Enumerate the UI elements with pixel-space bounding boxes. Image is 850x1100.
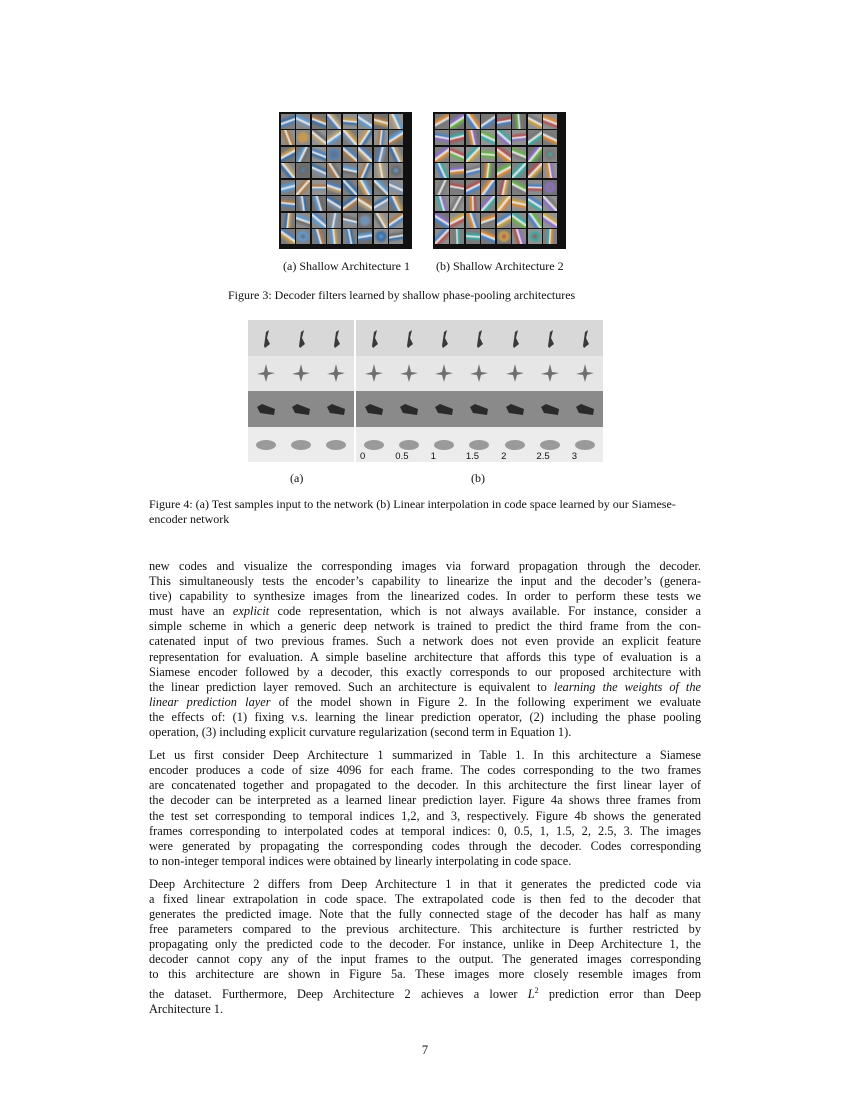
filter-tile [512, 180, 526, 195]
filter-tile [343, 163, 357, 178]
filter-tile [512, 196, 526, 211]
object-frame [391, 356, 426, 392]
filter-tile [374, 180, 388, 195]
object-frame [319, 391, 354, 427]
filter-tile [296, 147, 310, 162]
object-frame [248, 391, 283, 427]
temporal-index-labels [356, 451, 603, 463]
filter-tile [435, 196, 449, 211]
temporal-index-label: 1 [430, 451, 436, 462]
filter-tile [327, 130, 341, 145]
filter-tile [296, 180, 310, 195]
figure3-subcaption-a: (a) Shallow Architecture 1 [283, 259, 410, 273]
object-frame [356, 356, 391, 392]
filter-tile [466, 213, 480, 228]
filter-tile [374, 147, 388, 162]
object-row [248, 391, 354, 427]
object-frame [356, 320, 391, 356]
filter-tile [466, 147, 480, 162]
math-symbol: L [527, 986, 535, 1001]
filter-tile [450, 147, 464, 162]
object-frame [391, 320, 426, 356]
filter-tile [481, 213, 495, 228]
filter-tile [497, 196, 511, 211]
filter-tile [389, 180, 403, 195]
filter-tile [296, 163, 310, 178]
filter-tile [281, 114, 295, 129]
filter-tile [450, 180, 464, 195]
text-line: new codes and visualize the corresponding images via forward propagation through the decoder. [149, 559, 701, 573]
filter-tile [343, 213, 357, 228]
object-frame [248, 356, 283, 392]
text-line: encoder produces a code of size 4096 for each frame. The codes corresponding to the two frames [149, 763, 701, 778]
object-row [248, 320, 354, 356]
text-line: tive) capability to synthesize images from the linearized codes. In order to perform these tests we [149, 589, 701, 604]
filter-tile [343, 196, 357, 211]
filter-tile [466, 229, 480, 244]
filter-tile [343, 180, 357, 195]
filter-tile [497, 213, 511, 228]
text-line: generates the predicted image. Note that the fully connected stage of the decoder has half as many [149, 907, 701, 922]
object-row [248, 356, 354, 392]
object-frame [356, 391, 391, 427]
filter-tile [358, 147, 372, 162]
object-frame [427, 391, 462, 427]
filter-tile [327, 163, 341, 178]
filter-tile [543, 147, 557, 162]
filter-tile [296, 130, 310, 145]
filter-tile [450, 163, 464, 178]
text-line: Siamese encoder followed by a decoder, this exactly corresponds to our proposed architecture with [149, 664, 701, 679]
filter-tile [543, 229, 557, 244]
filter-tile [435, 180, 449, 195]
text-line: free parameters compared to the previous architecture. This architecture is further restricted by [149, 922, 701, 937]
object-frame [497, 356, 532, 392]
text-line: the dataset. Furthermore, Deep Architecture 2 achieves a lower $L^2$ prediction error than Deep [149, 985, 702, 1001]
body-text [149, 559, 701, 1025]
filter-grid-shallow-2 [433, 112, 566, 249]
text-line: decoder cannot copy any of the input frames to the output. The generated images corresponding [149, 952, 701, 967]
text-line: frames corresponding to interpolated codes at temporal indices: 0, 0.5, 1, 1.5, 2, 2.5, 3. The images [149, 823, 701, 838]
text-line: catenated input of two previous frames. Such a network does not even provide an explicit feature [149, 634, 701, 649]
filter-tile [466, 163, 480, 178]
filter-tile [481, 147, 495, 162]
filter-tile [512, 130, 526, 145]
filter-tile [497, 147, 511, 162]
filter-tile [327, 213, 341, 228]
filter-tile [512, 147, 526, 162]
filter-tile [389, 147, 403, 162]
filter-tile [466, 130, 480, 145]
figure3-subcaption-b: (b) Shallow Architecture 2 [436, 259, 564, 273]
object-frame [462, 356, 497, 392]
object-frame [497, 320, 532, 356]
object-frame [462, 391, 497, 427]
filter-tile [481, 163, 495, 178]
filter-tile [512, 163, 526, 178]
filter-tile [281, 130, 295, 145]
text-line: the test set corresponding to temporal indices 1,2, and 3, respectively. Figure 4b shows the generated [149, 808, 701, 823]
filter-tile [281, 163, 295, 178]
emphasis: learning the weights of the [553, 679, 701, 694]
filter-tile [281, 196, 295, 211]
math-superscript: 2 [534, 985, 539, 995]
object-row [356, 320, 603, 356]
filter-tile [543, 130, 557, 145]
filter-tile [327, 147, 341, 162]
text-line: a fixed linear extrapolation in code space. The extrapolated code is then fed to the decoder that [149, 891, 701, 906]
filter-tile [358, 114, 372, 129]
filter-grid [433, 112, 566, 249]
filter-tile [296, 229, 310, 244]
object-frame [248, 427, 283, 463]
figure3-caption: Figure 3: Decoder filters learned by shallow phase-pooling architectures [228, 288, 576, 302]
filter-tile [374, 114, 388, 129]
filter-tile [374, 213, 388, 228]
filter-tile [435, 147, 449, 162]
filter-tile [312, 147, 326, 162]
text-line: the linear prediction layer removed. Such an architecture is equivalent to learning the weights of the [149, 679, 701, 694]
object-frame [391, 391, 426, 427]
filter-tile [374, 196, 388, 211]
text-line: must have an explicit code representation, which is not always available. For instance, consider a [149, 604, 701, 619]
filter-tile [543, 196, 557, 211]
filter-tile [389, 229, 403, 244]
filter-tile [497, 130, 511, 145]
figure4-subcaption-a: (a) [290, 471, 304, 485]
filter-tile [389, 196, 403, 211]
object-frame [319, 320, 354, 356]
filter-tile [528, 213, 542, 228]
filter-tile [312, 114, 326, 129]
filter-grid [279, 112, 412, 249]
filter-tile [358, 180, 372, 195]
filter-tile [466, 180, 480, 195]
filter-tile [497, 229, 511, 244]
filter-tile [435, 229, 449, 244]
filter-tile [358, 229, 372, 244]
figure4a-test-samples [248, 320, 354, 462]
object-row [248, 427, 354, 463]
filter-tile [374, 229, 388, 244]
temporal-index-label: 2.5 [536, 451, 550, 462]
filter-tile [528, 229, 542, 244]
filter-tile [435, 130, 449, 145]
filter-tile [296, 213, 310, 228]
filter-tile [296, 196, 310, 211]
filter-tile [296, 114, 310, 129]
emphasis: explicit [232, 604, 270, 619]
filter-tile [543, 163, 557, 178]
filter-tile [327, 180, 341, 195]
filter-tile [281, 147, 295, 162]
filter-tile [343, 147, 357, 162]
object-frame [248, 320, 283, 356]
text-line: linear prediction layer of the model shown in Figure 2. In the following experiment we evaluate [149, 694, 701, 709]
figure4b-interpolations [356, 320, 603, 462]
object-row [356, 391, 603, 427]
filter-tile [450, 130, 464, 145]
filter-tile [512, 114, 526, 129]
filter-tile [528, 180, 542, 195]
temporal-index-label: 3 [571, 451, 577, 462]
filter-tile [312, 130, 326, 145]
filter-tile [374, 163, 388, 178]
filter-tile [281, 229, 295, 244]
text-line: to this architecture are shown in Figure 5a. These images more closely resemble images from [149, 967, 701, 982]
filter-tile [466, 196, 480, 211]
filter-tile [450, 114, 464, 129]
filter-tile [389, 163, 403, 178]
filter-tile [543, 114, 557, 129]
paragraph-3 [149, 877, 701, 1017]
temporal-index-label: 2 [501, 451, 507, 462]
filter-tile [327, 196, 341, 211]
filter-tile [312, 163, 326, 178]
object-frame [427, 356, 462, 392]
filter-tile [281, 180, 295, 195]
paragraph-1 [149, 559, 701, 740]
filter-tile [374, 130, 388, 145]
object-frame [319, 356, 354, 392]
text-line: were generated by propagating the corresponding codes through the decoder. Codes corresponding [149, 838, 701, 853]
filter-tile [343, 114, 357, 129]
filter-tile [358, 196, 372, 211]
object-row [356, 356, 603, 392]
filter-tile [512, 229, 526, 244]
paragraph-2 [149, 748, 701, 869]
object-frame [532, 320, 567, 356]
filter-tile [481, 114, 495, 129]
text-line: Let us first consider Deep Architecture 1 summarized in Table 1. In this architecture a Siamese [149, 748, 701, 763]
text-line: the effects of: (1) fixing v.s. learning the linear prediction operator, (2) including the phase pooling [149, 709, 701, 724]
temporal-index-label: 1.5 [465, 451, 480, 462]
filter-tile [327, 229, 341, 244]
temporal-index-label: 0.5 [395, 451, 409, 462]
filter-tile [543, 180, 557, 195]
filter-tile [512, 213, 526, 228]
page-number: 7 [421, 1043, 429, 1057]
filter-tile [389, 114, 403, 129]
temporal-index-label: 0 [360, 451, 366, 462]
filter-tile [327, 114, 341, 129]
filter-tile [450, 196, 464, 211]
filter-tile [312, 180, 326, 195]
filter-tile [435, 213, 449, 228]
emphasis: linear prediction layer [149, 694, 271, 709]
text-line: operation, (3) including explicit curvature regularization (second term in Equation 1). [149, 725, 572, 740]
filter-tile [497, 114, 511, 129]
filter-tile [450, 229, 464, 244]
filter-tile [358, 213, 372, 228]
filter-tile [389, 130, 403, 145]
filter-tile [481, 229, 495, 244]
text-line: Deep Architecture 2 differs from Deep Architecture 1 in that it generates the predicted code via [149, 876, 701, 891]
filter-tile [358, 163, 372, 178]
object-frame [283, 427, 318, 463]
filter-tile [312, 229, 326, 244]
object-frame [568, 356, 603, 392]
filter-tile [528, 163, 542, 178]
filter-tile [497, 163, 511, 178]
filter-tile [312, 213, 326, 228]
object-frame [568, 391, 603, 427]
object-frame [283, 356, 318, 392]
filter-tile [435, 114, 449, 129]
filter-tile [281, 213, 295, 228]
text-line: are concatenated together and propagated to the decoder. In this architecture the first linear layer of [149, 778, 701, 793]
filter-tile [389, 213, 403, 228]
object-frame [283, 320, 318, 356]
text-line: to non-integer temporal indices were obtained by linearly interpolating in code space. [149, 853, 572, 868]
text-line: simple scheme in which a generic deep network is trained to predict the third frame from the con- [149, 619, 701, 634]
filter-tile [466, 114, 480, 129]
filter-tile [312, 196, 326, 211]
filter-tile [481, 196, 495, 211]
text-line: Architecture 1. [149, 1001, 224, 1016]
object-frame [283, 391, 318, 427]
filter-tile [481, 130, 495, 145]
filter-tile [543, 213, 557, 228]
filter-tile [528, 114, 542, 129]
text-line: propagating only the predicted code to the decoder. For instance, unlike in Deep Architecture 1, the [149, 937, 701, 952]
figure4-caption: Figure 4: (a) Test samples input to the network (b) Linear interpolation in code space learned by our Siamese-encoder network [149, 497, 676, 526]
filter-tile [497, 180, 511, 195]
filter-tile [528, 196, 542, 211]
object-frame [462, 320, 497, 356]
filter-tile [358, 130, 372, 145]
object-frame [319, 427, 354, 463]
text-line: the decoder can be interpreted as a learned linear prediction layer. Figure 4a shows three frames from [149, 793, 701, 808]
object-frame [497, 391, 532, 427]
filter-tile [528, 130, 542, 145]
filter-tile [435, 163, 449, 178]
filter-grid-shallow-1 [279, 112, 412, 249]
filter-tile [343, 229, 357, 244]
object-frame [532, 391, 567, 427]
filter-tile [343, 130, 357, 145]
filter-tile [450, 213, 464, 228]
filter-tile [528, 147, 542, 162]
object-frame [532, 356, 567, 392]
object-frame [568, 320, 603, 356]
text-line: This simultaneously tests the encoder’s capability to linearize the input and the decoder’s (genera- [149, 574, 701, 589]
text-line: representation for evaluation. A simple baseline architecture that affords this type of evaluation is a [149, 649, 701, 664]
figure4-subcaption-b: (b) [471, 471, 485, 485]
object-frame [427, 320, 462, 356]
filter-tile [481, 180, 495, 195]
